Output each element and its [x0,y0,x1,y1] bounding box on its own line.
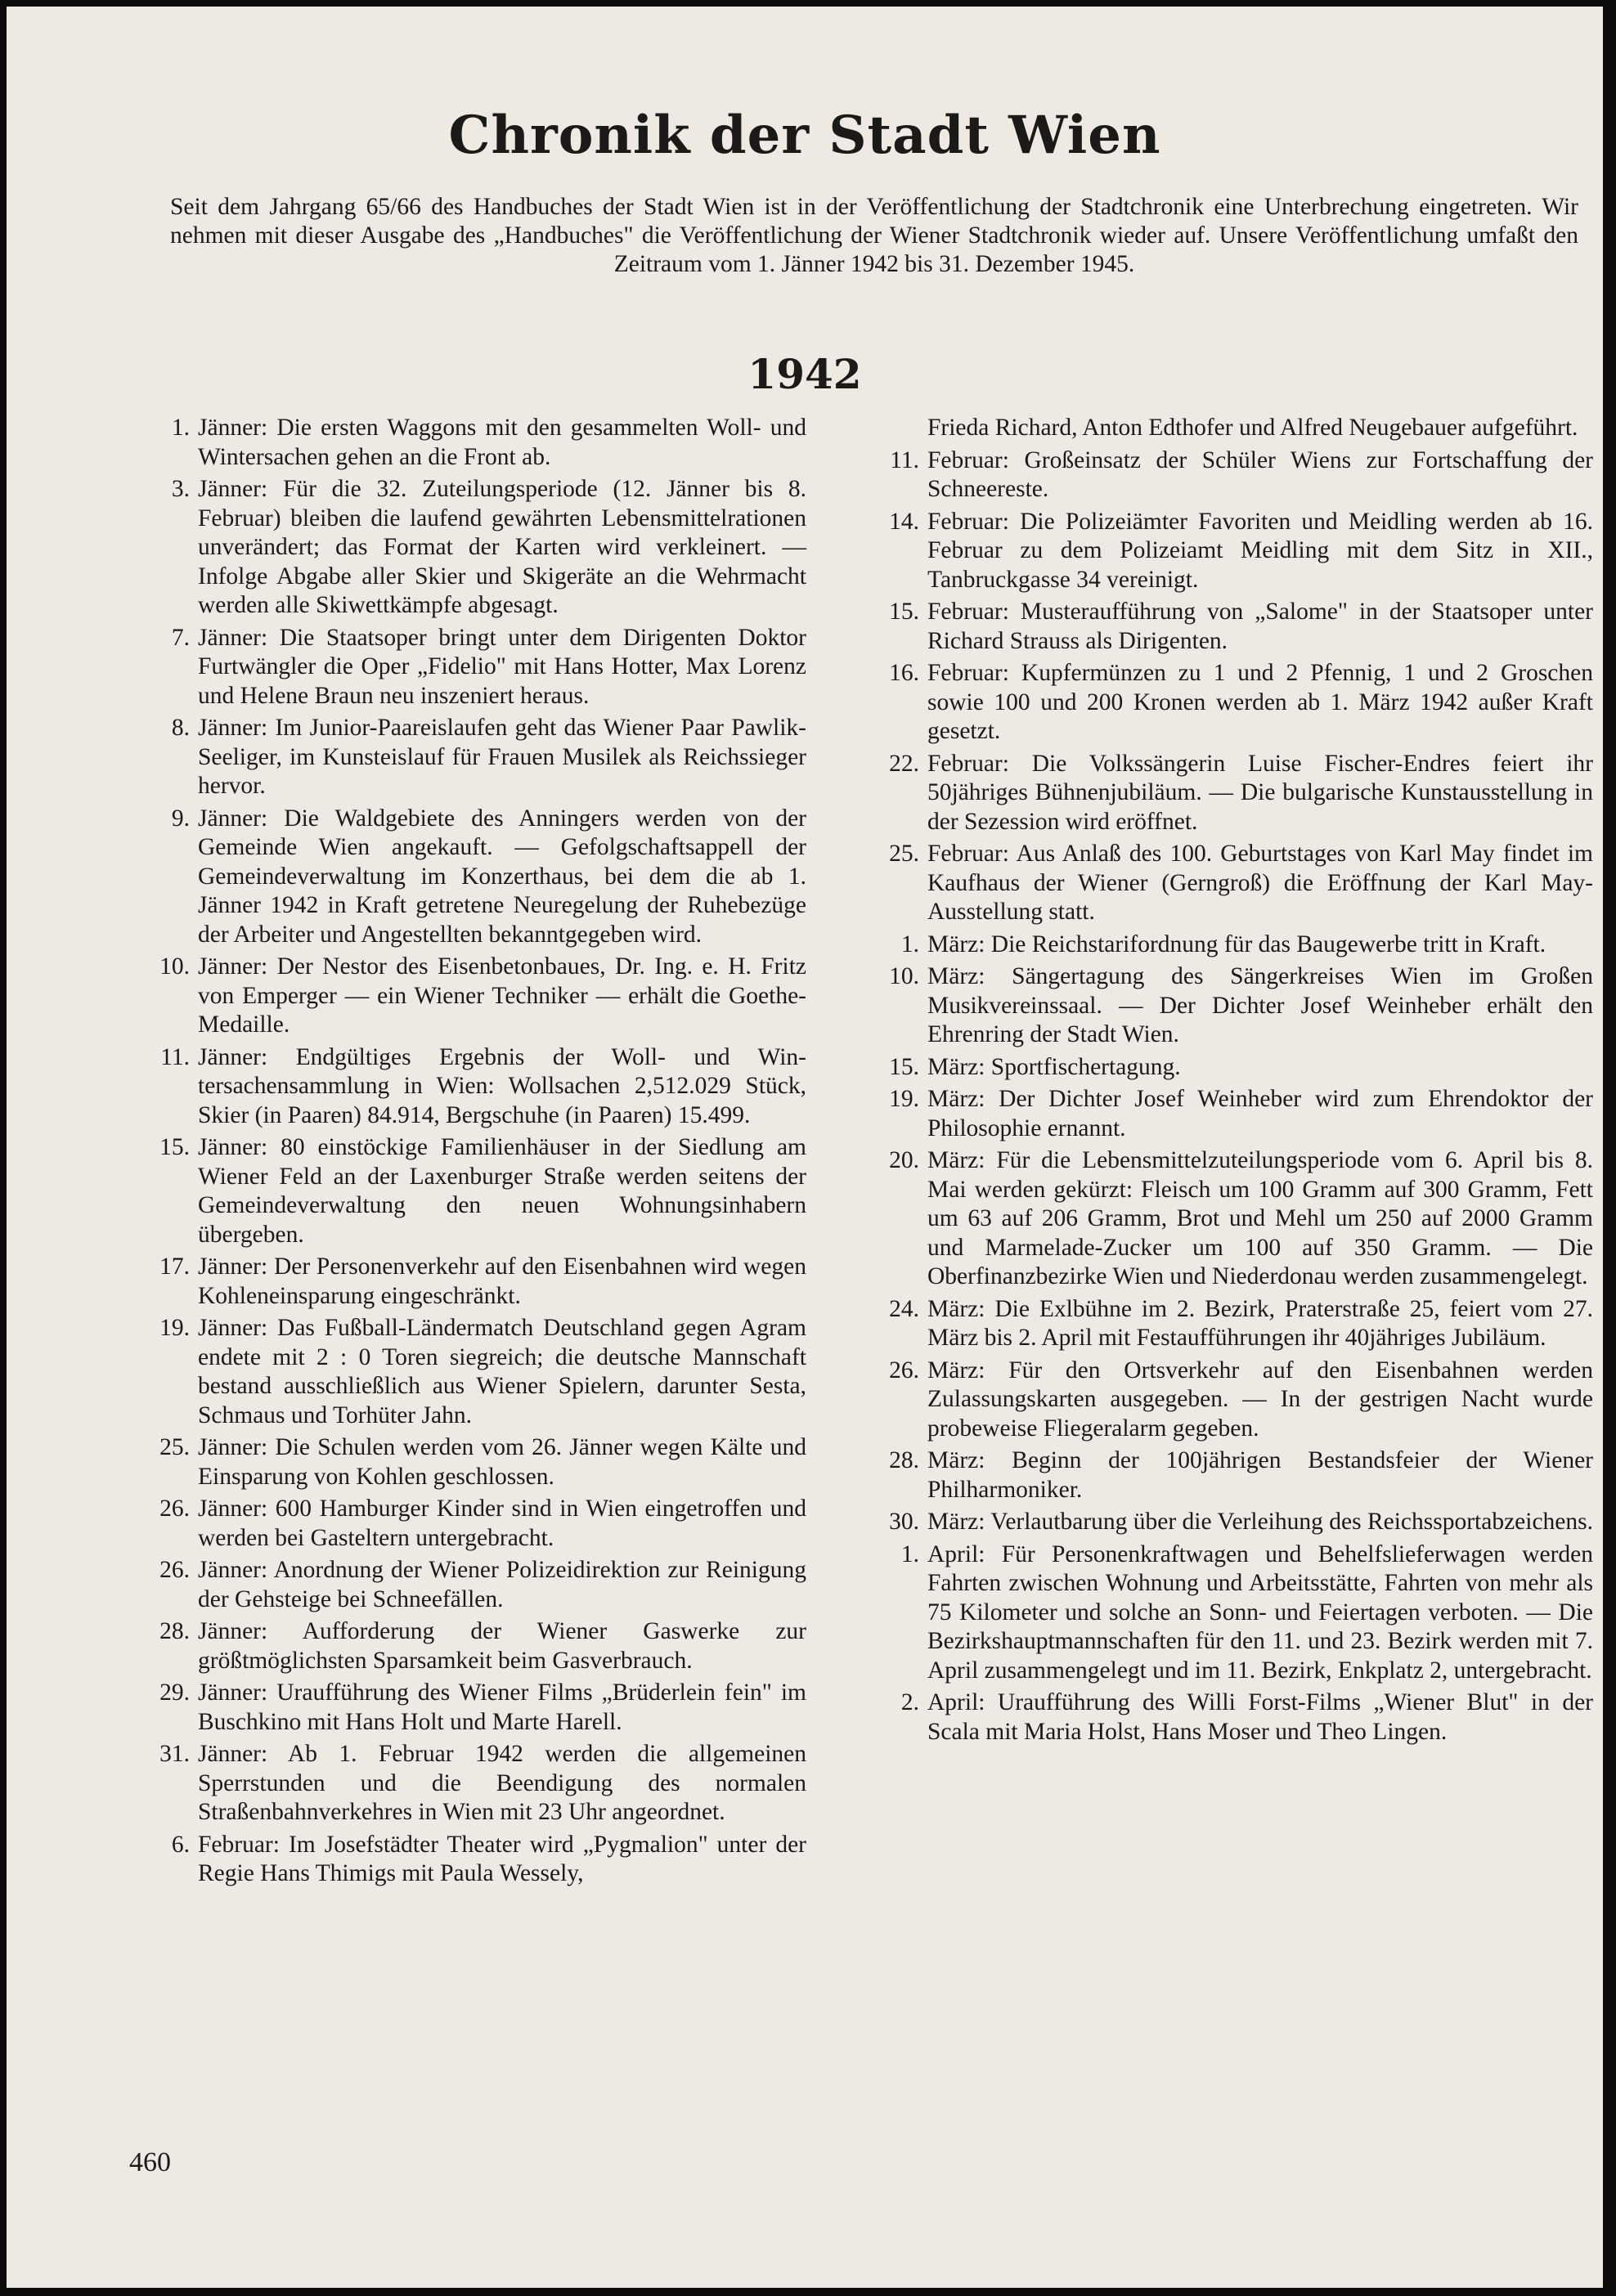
entry-day-number: 7. [171,624,190,651]
entry-text: März: Für den Ortsverkehr auf den Eisenbahnen werden Zulassungskarten ausgegeben. — In der gestrigen Nacht wurde probeweise Fliegeralarm gegeben. [927,1357,1593,1442]
chronicle-entry [152,1253,806,1311]
chronicle-entry [882,446,1593,504]
entry-day-number: 1. [900,1540,919,1567]
entry-text: Februar: Die Volkssängerin Luise Fischer-Endres feiert ihr 50jähriges Bühnenjubiläum. — Die bulgarische Kunstausstellung in der Sezession wird eröffnet. [927,750,1593,835]
entry-day-number: 19. [159,1315,190,1341]
chronicle-entry [882,1540,1593,1686]
entry-day-number: 9. [171,805,190,832]
continuation-text: Frieda Richard, Anton Edthofer und Alfred Neugebauer aufgeführt. [927,415,1578,441]
chronicle-entry [882,508,1593,595]
entry-day-number: 10. [889,963,919,989]
right-column-entries [882,446,1593,1747]
entry-day-number: 24. [889,1295,919,1322]
chronicle-entry [152,1314,806,1430]
entry-day-number: 1. [900,931,919,957]
entry-text: März: Sportfischertagung. [927,1053,1181,1080]
entry-text: März: Sängertagung des Sängerkreises Wien im Großen Musikvereinssaal. — Der Dichter Josef Weinheber erhält den Ehrenring der Stadt Wien. [927,963,1593,1047]
entry-text: Jänner: Der Personenverkehr auf den Eisenbahnen wird wegen Kohleneinsparung eingeschränkt. [198,1253,806,1309]
entry-text: März: Die Reichstarifordnung für das Baugewerbe tritt in Kraft. [927,931,1546,957]
chronicle-entry [152,624,806,711]
entry-text: Jänner: 80 einstöckige Familienhäuser in der Siedlung am Wiener Feld an der Laxenburger Straße werden seitens der Gemeindeverwaltung den neuen Wohnungsinhabern übergeben. [198,1134,806,1248]
chronicle-entry [882,931,1593,960]
chronicle-entry [882,1688,1593,1747]
chronicle-entry [882,1053,1593,1083]
entry-day-number: 19. [889,1086,919,1112]
chronicle-entry [882,1146,1593,1292]
chronicle-entry [882,962,1593,1050]
entry-text: März: Die Exlbühne im 2. Bezirk, Praterstraße 25, feiert vom 27. März bis 2. April mit Festaufführungen ihr 40jähriges Jubiläum. [927,1295,1593,1351]
entry-text: Jänner: Endgültiges Ergebnis der Woll- und Wintersachensammlung in Wien: Wollsachen 2,512.029 Stück, Skier (in Paaren) 84.914, Bergschuhe (in Paaren) 15.499. [198,1043,806,1128]
document-page [7,7,1603,2288]
entry-day-number: 25. [889,841,919,867]
entry-day-number: 17. [159,1253,190,1280]
chronicle-entry [152,1556,806,1614]
entry-text: März: Der Dichter Josef Weinheber wird zum Ehrendoktor der Philosophie ernannt. [927,1086,1593,1141]
entry-text: Februar: Im Josefstädter Theater wird „Pygmalion" unter der Regie Hans Thimigs mit Paula Wessely, [198,1831,806,1886]
entry-day-number: 28. [159,1618,190,1644]
chronicle-entry [152,1433,806,1491]
left-column [152,414,806,1892]
page-number: 460 [129,2147,171,2177]
page-title: Chronik der Stadt Wien [448,105,1161,166]
entry-text: Jänner: Anordnung der Wiener Polizeidirektion zur Reinigung der Gehsteige bei Schneefällen. [198,1557,806,1612]
chronicle-entry [152,1495,806,1553]
entry-text: Jänner: Die Schulen werden vom 26. Jänner wegen Kälte und Einsparung von Kohlen geschlossen. [198,1434,806,1490]
chronicle-entry [152,1133,806,1249]
right-column [882,414,1593,1750]
entry-day-number: 26. [159,1496,190,1522]
entry-day-number: 26. [889,1357,919,1383]
entry-text: Jänner: Die Waldgebiete des Anningers werden von der Gemeinde Wien angekauft. — Gefolgschaftsappell der Gemeindeverwaltung im Konzerthaus, bei dem die ab 1. Jänner 1942 in Kraft getretene Neuregelung der Ruhebezüge der Arbeiter und Angestellten bekanntgegeben wird. [198,805,806,948]
entry-day-number: 8. [171,715,190,741]
chronicle-entry [882,659,1593,747]
entry-text: März: Beginn der 100jährigen Bestandsfeier der Wiener Philharmoniker. [927,1447,1593,1503]
entry-text: März: Verlautbarung über die Verleihung des Reichssportabzeichens. [927,1509,1594,1535]
chronicle-entry [882,1357,1593,1444]
chronicle-entry [882,1446,1593,1505]
entry-day-number: 15. [159,1134,190,1160]
chronicle-entry [152,953,806,1040]
entry-day-number: 11. [890,446,919,473]
entry-text: Jänner: 600 Hamburger Kinder sind in Wien eingetroffen und werden bei Gasteltern untergebracht. [198,1496,806,1551]
entry-day-number: 30. [889,1509,919,1535]
entry-text: Jänner: Ab 1. Februar 1942 werden die allgemeinen Sperrstunden und die Beendigung des normalen Straßenbahnverkehres in Wien mit 23 Uhr angeordnet. [198,1741,806,1825]
chronicle-entry [152,1679,806,1737]
entry-day-number: 2. [900,1689,919,1715]
entry-text: Jänner: Der Nestor des Eisenbetonbaues, Dr. Ing. e. H. Fritz von Emperger — ein Wiener Techniker — erhält die Goethe-Medaille. [198,953,806,1038]
chronicle-entry [882,840,1593,927]
entry-text: Jänner: Aufforderung der Wiener Gaswerke zur größtmöglichsten Sparsamkeit beim Gasverbrauch. [198,1618,806,1674]
entry-text: Jänner: Im Junior-Paareislaufen geht das Wiener Paar Pawlik-Seeliger, im Kunsteislauf für Frauen Musilek als Reichssieger hervor. [198,715,806,799]
entry-day-number: 31. [159,1741,190,1767]
chronicle-entry [882,1085,1593,1143]
chronicle-entry [882,750,1593,837]
entry-text: Februar: Großeinsatz der Schüler Wiens zur Fortschaffung der Schneereste. [927,446,1593,502]
entry-text: April: Uraufführung des Willi Forst-Films „Wiener Blut" in der Scala mit Maria Holst, Hans Moser und Theo Lingen. [927,1689,1593,1745]
chronicle-entry [152,1740,806,1827]
entry-day-number: 26. [159,1557,190,1583]
entry-day-number: 28. [889,1447,919,1473]
chronicle-entry [152,805,806,950]
entry-text: April: Für Personenkraftwagen und Behelfslieferwagen werden Fahrten zwischen Wohnung und Arbeitsstätte, Fahrten von mehr als 75 Kilometer und solche an Sonn- und Feiertagen verboten. — Die Bezirkshauptmannschaften für den 11. und 23. Bezirk werden mit 7. April zusammengelegt und im 11. Bezirk, Enkplatz 2, untergebracht. [927,1540,1593,1684]
chronicle-entry [882,1295,1593,1353]
entry-text: Jänner: Das Fußball-Ländermatch Deutschland gegen Agram endete mit 2 : 0 Toren siegreich; die deutsche Mannschaft bestand ausschließlich aus Wiener Spielern, darunter Sesta, Schmaus und Torhüter Jahn. [198,1315,806,1428]
entry-day-number: 22. [889,750,919,777]
chronicle-entry [882,598,1593,656]
entry-day-number: 14. [889,508,919,535]
entry-text: Jänner: Die ersten Waggons mit den gesammelten Woll- und Wintersachen gehen an die Front ab. [198,415,806,470]
entry-text: Februar: Aus Anlaß des 100. Geburtstages von Karl May findet im Kaufhaus der Wiener (Gerngroß) die Eröffnung der Karl May-Ausstellung statt. [927,841,1593,925]
year-heading: 1942 [747,350,862,398]
intro-paragraph: Seit dem Jahrgang 65/66 des Handbuches der Stadt Wien ist in der Veröffentlichung der Stadtchronik eine Unterbrechung eingetreten. Wir nehmen mit dieser Ausgabe des „Handbuches" die Veröffentlichung der Wiener Stadtchronik wieder auf. Unsere Veröffentlichung umfaßt den Zeitraum vom 1. Jänner 1942 bis 31. Dezember 1945. [170,194,1578,277]
entry-day-number: 29. [159,1679,190,1706]
chronicle-entry [152,1617,806,1675]
chronicle-entry [152,714,806,801]
entry-text: Februar: Musteraufführung von „Salome" in der Staatsoper unter Richard Strauss als Dirigenten. [927,599,1593,654]
entry-day-number: 6. [171,1831,190,1858]
entry-text: Jänner: Uraufführung des Wiener Films „Brüderlein fein" im Buschkino mit Hans Holt und Marte Harell. [198,1679,806,1735]
entry-day-number: 15. [889,1053,919,1080]
chronicle-entry [152,1043,806,1131]
entry-text: Jänner: Die Staatsoper bringt unter dem Dirigenten Doktor Furtwängler die Oper „Fidelio" mit Hans Hotter, Max Lorenz und Helene Braun neu inszeniert heraus. [198,624,806,709]
entry-text: Februar: Kupfermünzen zu 1 und 2 Pfennig, 1 und 2 Groschen sowie 100 und 200 Kronen werden ab 1. März 1942 außer Kraft gesetzt. [927,660,1593,744]
entry-day-number: 1. [171,415,190,441]
entry-day-number: 11. [160,1043,190,1070]
entry-day-number: 3. [171,476,190,502]
entry-day-number: 16. [889,660,919,686]
entry-day-number: 10. [159,953,190,980]
chronicle-entry [882,1508,1593,1537]
entry-day-number: 25. [159,1434,190,1460]
entry-text: Februar: Die Polizeiämter Favoriten und Meidling werden ab 16. Februar zu dem Polizeiamt Meidling mit dem Sitz in XII., Tanbruckgasse 34 vereinigt. [927,508,1593,593]
entry-day-number: 20. [889,1147,919,1173]
chronicle-entry [152,414,806,472]
chronicle-entry [152,475,806,621]
entry-text: Jänner: Für die 32. Zuteilungsperiode (12. Jänner bis 8. Februar) bleiben die laufend gewährten Lebensmittelrationen unverändert; das Format der Karten wird verkleinert. — Infolge Abgabe aller Skier und Skigeräte an die Wehrmacht werden alle Skiwettkämpfe abgesagt. [198,476,806,618]
entry-text: März: Für die Lebensmittelzuteilungsperiode vom 6. April bis 8. Mai werden gekürzt: Fleisch um 100 Gramm auf 300 Gramm, Fett um 63 auf 206 Gramm, Brot und Mehl um 250 auf 2000 Gramm und Marmelade-Zucker um 100 auf 350 Gramm. — Die Oberfinanzbezirke Wien und Niederdonau werden zusammengelegt. [927,1147,1593,1289]
entry-day-number: 15. [889,599,919,625]
chronicle-entry [152,1831,806,1889]
